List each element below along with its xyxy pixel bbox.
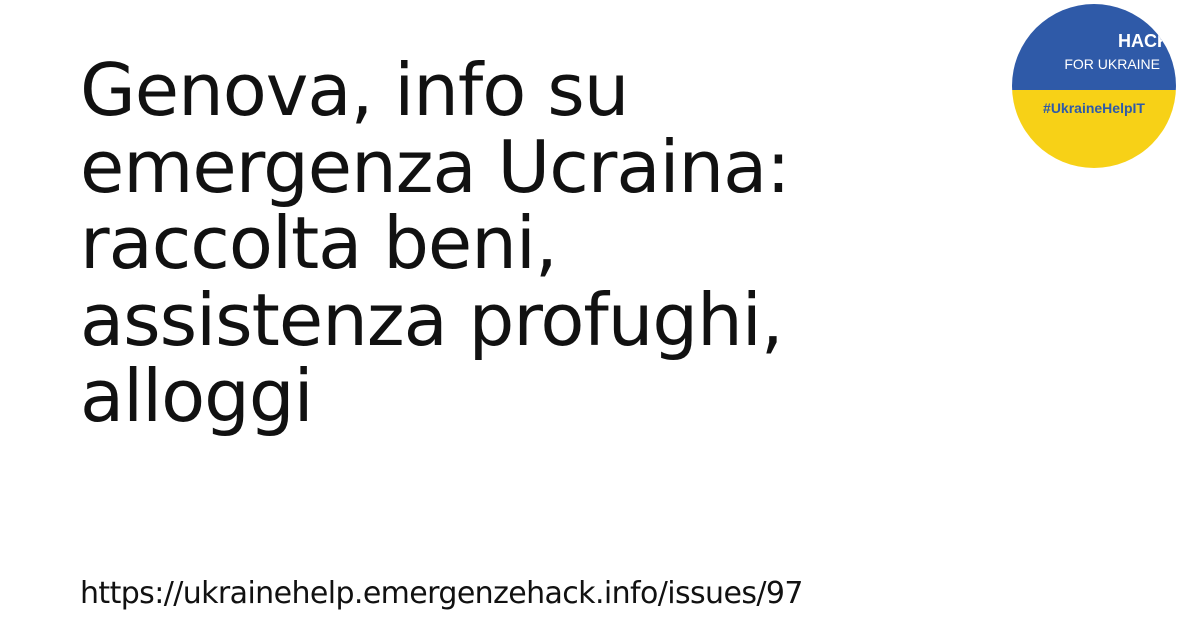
title-line: raccolta beni, <box>80 201 557 285</box>
logo-for-ukraine-text: FOR UKRAINE <box>1064 56 1160 72</box>
title-line: emergenza Ucraina: <box>80 124 790 209</box>
hack-for-ukraine-logo <box>1012 4 1176 168</box>
page-title <box>80 48 980 438</box>
logo-hack-text: HACK <box>1118 31 1170 51</box>
title-line: alloggi <box>80 354 313 438</box>
title-line: Genova, info su <box>80 48 629 132</box>
source-url[interactable]: https://ukrainehelp.emergenzehack.info/issues/97 <box>80 576 803 611</box>
title-line: assistenza profughi, <box>80 277 783 362</box>
logo-hashtag: #UkraineHelpIT <box>1043 100 1145 116</box>
